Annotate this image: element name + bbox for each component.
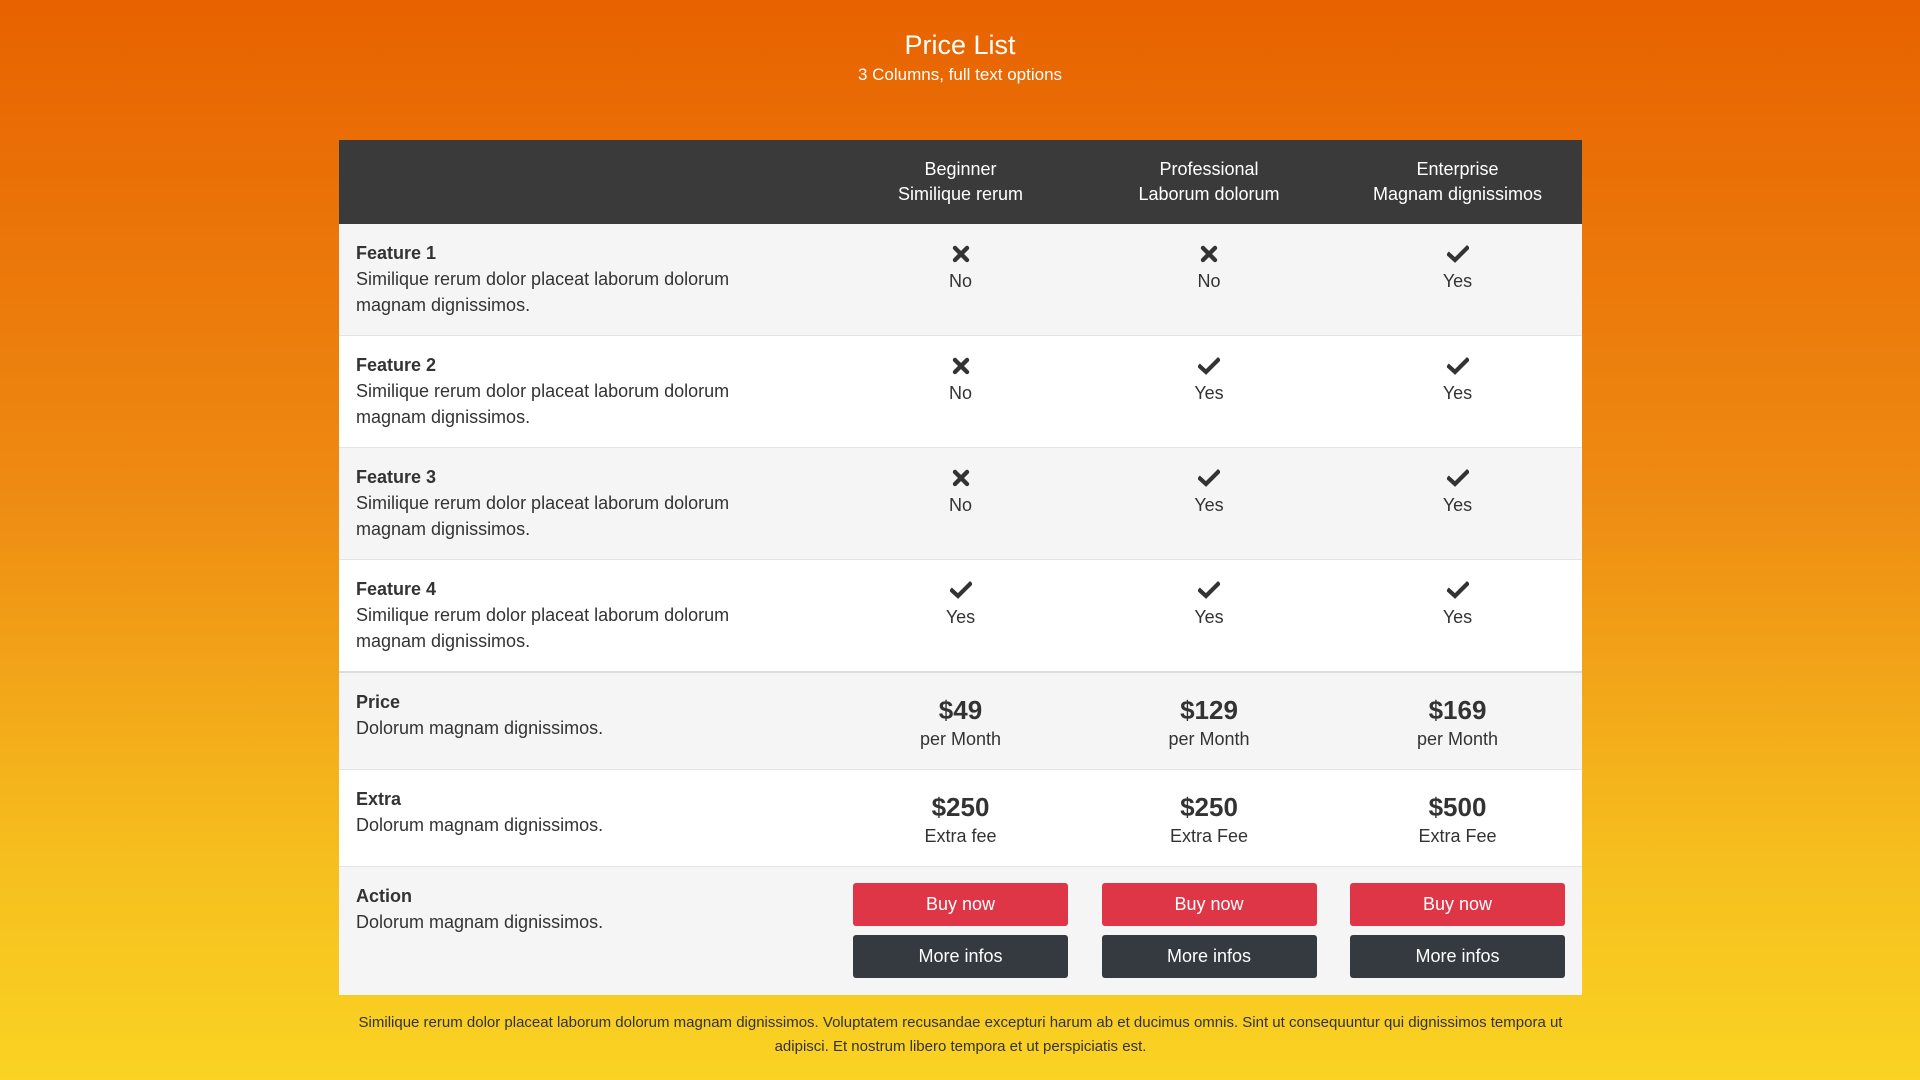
page-subtitle: 3 Columns, full text options <box>857 65 1063 84</box>
action-cell-professional <box>1085 867 1333 995</box>
row-title: Feature 1 <box>356 243 437 263</box>
row-description: Similique rerum dolor placeat laborum dolorum magnam dignissimos. <box>356 269 730 315</box>
extra-note: Extra fee <box>924 826 997 846</box>
price-table <box>339 140 1582 995</box>
action-cell-beginner <box>836 867 1085 995</box>
row-title: Feature 2 <box>356 355 437 375</box>
more-infos-button[interactable]: More infos <box>1102 935 1317 978</box>
availability-text: Yes <box>1194 383 1224 403</box>
price-amount: $169 <box>1428 695 1487 725</box>
extra-cell-enterprise <box>1333 770 1582 866</box>
feature-cell-beginner <box>836 224 1085 335</box>
extra-amount: $250 <box>1180 792 1238 822</box>
feature-cell-enterprise <box>1333 224 1582 335</box>
extra-amount: $250 <box>931 792 990 822</box>
feature-row-2 <box>339 336 1582 448</box>
feature-row-3 <box>339 448 1582 560</box>
availability-text: Yes <box>1194 607 1224 627</box>
availability-text: Yes <box>1442 383 1473 403</box>
feature-cell-enterprise <box>1333 448 1582 559</box>
feature-cell-professional <box>1085 448 1333 559</box>
availability-text: Yes <box>1442 495 1473 515</box>
check-icon <box>1198 352 1220 380</box>
price-amount: $49 <box>938 695 983 725</box>
feature-cell-beginner <box>836 336 1085 447</box>
availability-text: Yes <box>1442 271 1473 291</box>
feature-cell-beginner <box>836 560 1085 671</box>
price-cell-professional <box>1085 673 1333 769</box>
extra-note: Extra Fee <box>1418 826 1497 846</box>
page-header <box>0 28 1920 86</box>
extra-amount: $500 <box>1428 792 1487 822</box>
page-title: Price List <box>904 30 1016 60</box>
row-description: Dolorum magnam dignissimos. <box>356 815 604 835</box>
plan-header-professional <box>1085 140 1333 224</box>
plan-name: Professional <box>1159 159 1259 179</box>
price-period: per Month <box>919 729 1002 749</box>
availability-text: No <box>948 495 972 515</box>
feature-cell-beginner <box>836 448 1085 559</box>
check-icon <box>1198 464 1220 492</box>
availability-text: No <box>948 383 972 403</box>
price-period: per Month <box>1416 729 1499 749</box>
availability-text: Yes <box>1442 607 1473 627</box>
footnote: Similique rerum dolor placeat laborum dolorum magnam dignissimos. Voluptatem recusandae excepturi harum ab et ducimus omnis. Sint ut consequuntur qui dignissimos tempora ut adipisci. Et nostrum libero tempora et ut perspiciatis est. <box>358 1014 1563 1055</box>
plan-header-beginner <box>836 140 1085 224</box>
check-icon <box>1447 464 1469 492</box>
plan-header-enterprise <box>1333 140 1582 224</box>
row-title: Extra <box>356 789 402 809</box>
more-infos-button[interactable]: More infos <box>1350 935 1565 978</box>
feature-cell-professional <box>1085 224 1333 335</box>
plan-tagline: Laborum dolorum <box>1138 184 1280 204</box>
buy-now-button[interactable]: Buy now <box>1350 883 1565 926</box>
check-icon <box>1198 576 1220 604</box>
plan-tagline: Similique rerum <box>897 184 1024 204</box>
cross-icon <box>952 240 970 268</box>
plan-tagline: Magnam dignissimos <box>1372 184 1543 204</box>
check-icon <box>1447 352 1469 380</box>
check-icon <box>1447 576 1469 604</box>
check-icon <box>950 576 972 604</box>
buy-now-button[interactable]: Buy now <box>853 883 1068 926</box>
plan-name: Enterprise <box>1416 159 1499 179</box>
table-header <box>339 140 1582 224</box>
feature-cell-professional <box>1085 336 1333 447</box>
row-title: Action <box>356 886 412 906</box>
extra-note: Extra Fee <box>1169 826 1249 846</box>
check-icon <box>1447 240 1469 268</box>
row-title: Feature 4 <box>356 579 437 599</box>
cross-icon <box>952 352 970 380</box>
action-cell-enterprise <box>1333 867 1582 995</box>
price-cell-beginner <box>836 673 1085 769</box>
feature-cell-enterprise <box>1333 336 1582 447</box>
extra-row <box>339 770 1582 867</box>
price-row <box>339 673 1582 770</box>
more-infos-button[interactable]: More infos <box>853 935 1068 978</box>
header-empty-cell <box>339 140 836 224</box>
row-title: Price <box>356 692 401 712</box>
row-description: Similique rerum dolor placeat laborum dolorum magnam dignissimos. <box>356 381 730 427</box>
price-period: per Month <box>1168 729 1250 749</box>
availability-text: Yes <box>1194 495 1224 515</box>
plan-name: Beginner <box>924 159 997 179</box>
feature-cell-enterprise <box>1333 560 1582 671</box>
row-description: Dolorum magnam dignissimos. <box>356 718 604 738</box>
availability-text: No <box>948 271 972 291</box>
extra-cell-professional <box>1085 770 1333 866</box>
feature-row-4 <box>339 560 1582 673</box>
price-amount: $129 <box>1180 695 1238 725</box>
extra-cell-beginner <box>836 770 1085 866</box>
row-description: Similique rerum dolor placeat laborum dolorum magnam dignissimos. <box>356 605 730 651</box>
row-description: Dolorum magnam dignissimos. <box>356 912 604 932</box>
availability-text: Yes <box>945 607 976 627</box>
action-row <box>339 867 1582 995</box>
feature-cell-professional <box>1085 560 1333 671</box>
price-cell-enterprise <box>1333 673 1582 769</box>
availability-text: No <box>1197 271 1221 291</box>
cross-icon <box>952 464 970 492</box>
row-title: Feature 3 <box>356 467 437 487</box>
feature-row-1 <box>339 224 1582 336</box>
row-description: Similique rerum dolor placeat laborum dolorum magnam dignissimos. <box>356 493 730 539</box>
cross-icon <box>1200 240 1218 268</box>
buy-now-button[interactable]: Buy now <box>1102 883 1317 926</box>
